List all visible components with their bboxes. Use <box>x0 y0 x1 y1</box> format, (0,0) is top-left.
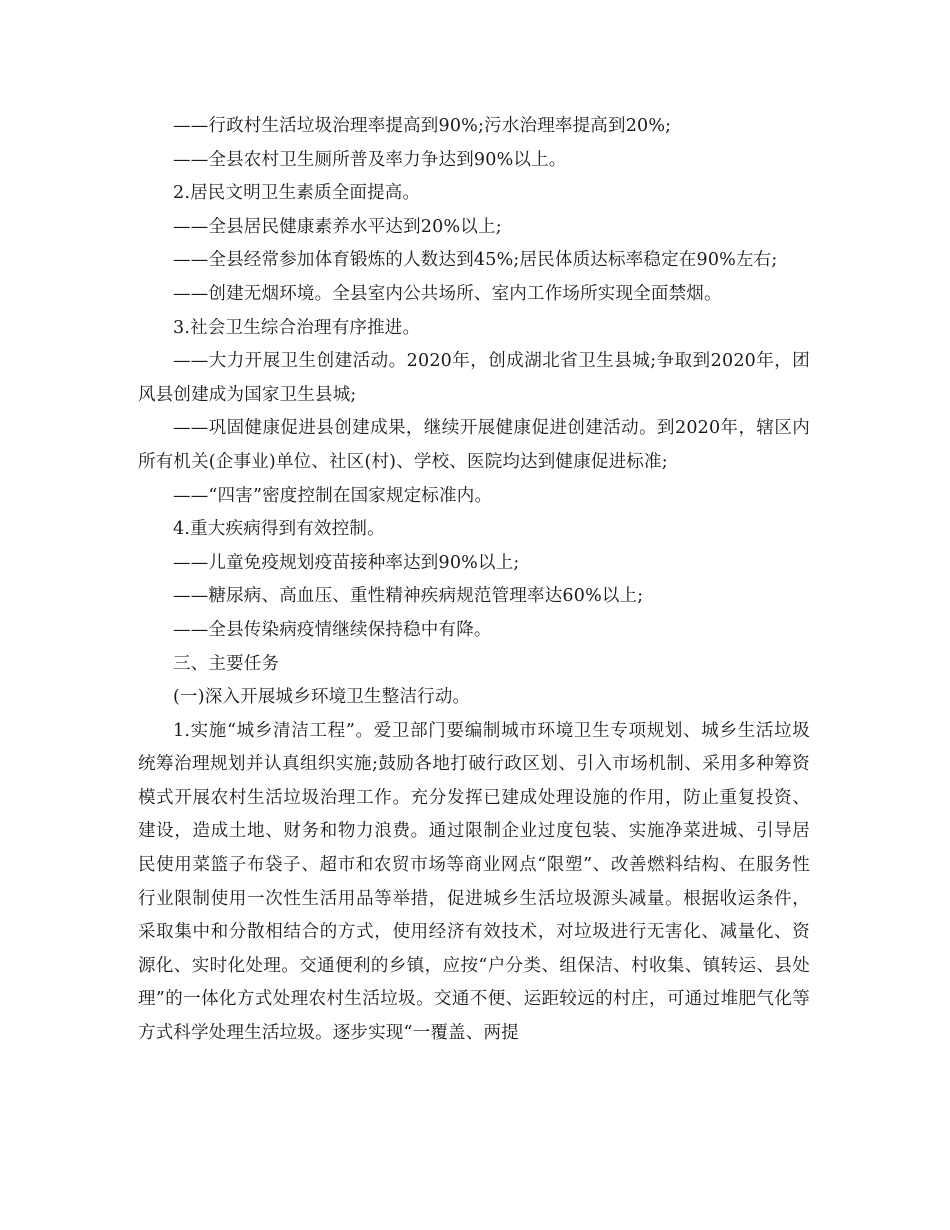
paragraph-heading-civility: 2.居民文明卫生素质全面提高。 <box>173 183 421 204</box>
paragraph-clean-project: 1.实施“城乡清洁工程”。爱卫部门要编制城市环境卫生专项规划、城乡生活垃圾统筹治理规划并认真组织实施;鼓励各地打破行政区划、引入市场机制、采用多种筹资模式开展农村生活垃圾治理工作。充分发挥已建成处理设施的作用，防止重复投资、建设，造成土地、财务和物力浪费。通过限制企业过度包装、实施净菜进城、引导居民使用菜篮子布袋子、超市和农贸市场等商业网点“限塑”、改善燃料结构、在服务性行业限制使用一次性生活用品等举措，促进城乡生活垃圾源头减量。根据收运条件，采取集中和分散相结合的方式，使用经济有效技术，对垃圾进行无害化、减量化、资源化、实时化处理。交通便利的乡镇，应按“户分类、组保洁、村收集、镇转运、县处理”的一体化方式处理农村生活垃圾。交通不便、运距较远的村庄，可通过堆肥气化等方式科学处理生活垃圾。逐步实现“一覆盖、两提 <box>138 720 810 1044</box>
paragraph-heading-social-governance: 3.社会卫生综合治理有序推进。 <box>173 317 421 338</box>
paragraph-chronic-disease: ——糖尿病、高血压、重性精神疾病规范管理率达60%以上; <box>173 586 644 607</box>
subsection-heading-environment: (一)深入开展城乡环境卫生整洁行动。 <box>173 687 471 708</box>
paragraph-smoke-free: ——创建无烟环境。全县室内公共场所、室内工作场所实现全面禁烟。 <box>173 283 722 304</box>
paragraph-health-promotion: ——巩固健康促进县创建成果，继续开展健康促进创建活动。到2020年，辖区内所有机关(企事业)单位、社区(村)、学校、医院均达到健康促进标准; <box>138 418 810 472</box>
paragraph-garbage-sewage-rate: ——行政村生活垃圾治理率提高到90%;污水治理率提高到20%; <box>173 116 672 136</box>
paragraph-health-literacy: ——全县居民健康素养水平达到20%以上; <box>173 216 502 237</box>
paragraph-sanitation-campaign: ——大力开展卫生创建活动。2020年，创成湖北省卫生县城;争取到2020年，团风县创建成为国家卫生县城; <box>138 351 810 405</box>
paragraph-infectious-disease: ——全县传染病疫情继续保持稳中有降。 <box>173 619 492 640</box>
paragraph-exercise-rate: ——全县经常参加体育锻炼的人数达到45%;居民体质达标率稳定在90%左右; <box>173 250 778 271</box>
paragraph-toilet-rate: ——全县农村卫生厕所普及率力争达到90%以上。 <box>173 149 567 170</box>
paragraph-vaccination-rate: ——儿童免疫规划疫苗接种率达到90%以上; <box>173 552 520 573</box>
paragraph-heading-disease-control: 4.重大疾病得到有效控制。 <box>173 519 385 540</box>
section-heading-main-tasks: 三、主要任务 <box>173 653 280 674</box>
paragraph-four-pests: ——“四害”密度控制在国家规定标准内。 <box>173 485 493 506</box>
document-body <box>138 110 810 1051</box>
